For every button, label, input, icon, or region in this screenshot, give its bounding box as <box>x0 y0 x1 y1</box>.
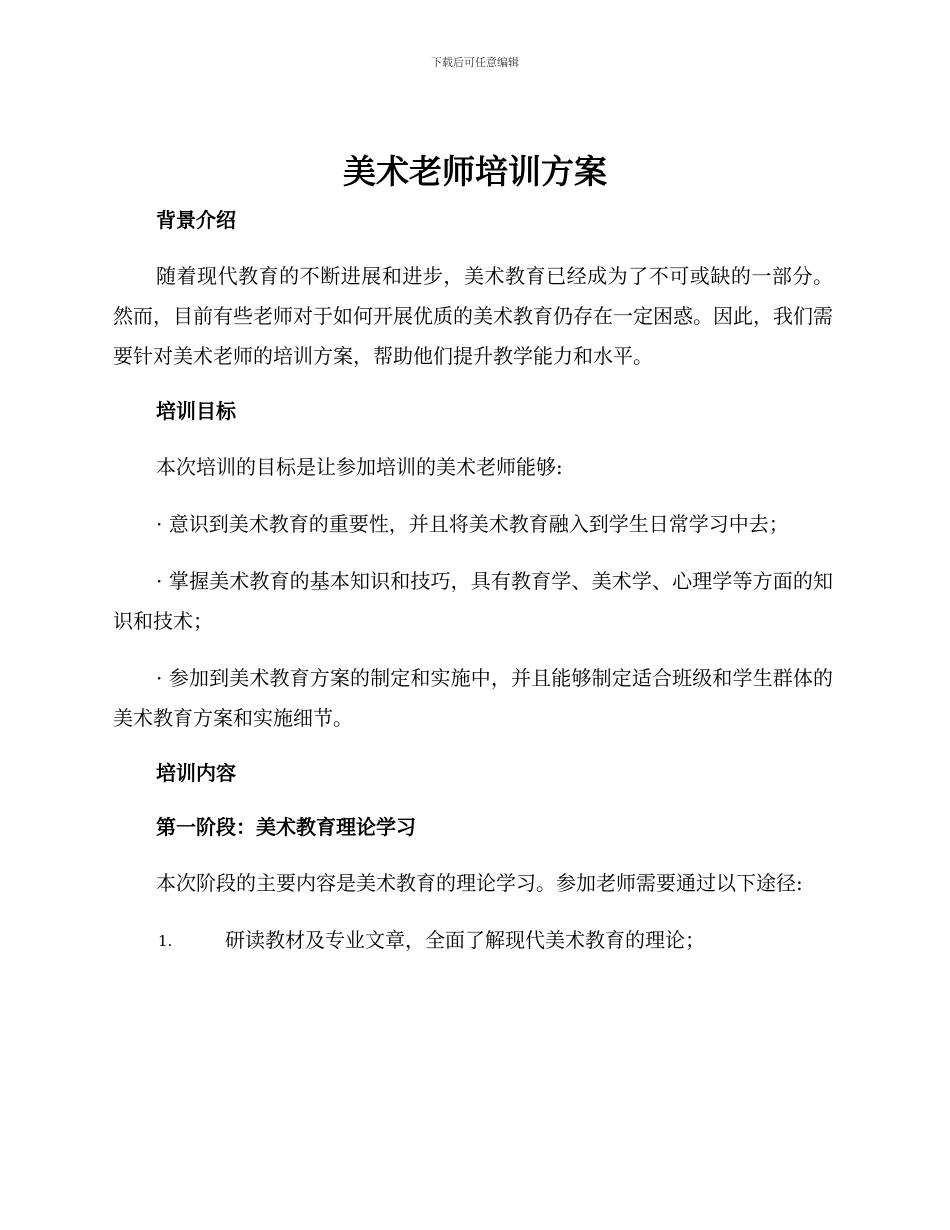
list-item-text: 研读教材及专业文章，全面了解现代美术教育的理论； <box>225 928 705 952</box>
list-item-number: 1. <box>158 932 173 950</box>
numbered-list-item <box>113 920 833 960</box>
goal-bullet-item: · 意识到美术教育的重要性，并且将美术教育融入到学生日常学习中去； <box>156 512 789 536</box>
document-body <box>113 202 833 960</box>
goal-bullet-item: · 掌握美术教育的基本知识和技巧，具有教育学、美术学、心理学等方面的知识和技术； <box>113 569 833 633</box>
document-title: 美术老师培训方案 <box>343 152 607 191</box>
stage-heading: 第一阶段：美术教育理论学习 <box>156 815 416 839</box>
stage-intro-paragraph: 本次阶段的主要内容是美术教育的理论学习。参加老师需要通过以下途径: <box>156 871 803 895</box>
goals-intro-paragraph: 本次培训的目标是让参加培训的美术老师能够: <box>156 455 563 479</box>
background-paragraph: 随着现代教育的不断进展和进步，美术教育已经成为了不可或缺的一部分。然而，目前有些老师对于如何开展优质的美术教育仍存在一定困惑。因此，我们需要针对美术老师的培训方案，帮助他们提升教学能力和水平。 <box>113 264 833 368</box>
section-heading-content: 培训内容 <box>156 761 236 785</box>
section-heading-goals: 培训目标 <box>156 399 236 423</box>
goal-bullet-item: · 参加到美术教育方案的制定和实施中，并且能够制定适合班级和学生群体的美术教育方案和实施细节。 <box>113 666 833 730</box>
page-header-note: 下载后可任意编辑 <box>431 56 519 69</box>
section-heading-background: 背景介绍 <box>156 208 236 232</box>
